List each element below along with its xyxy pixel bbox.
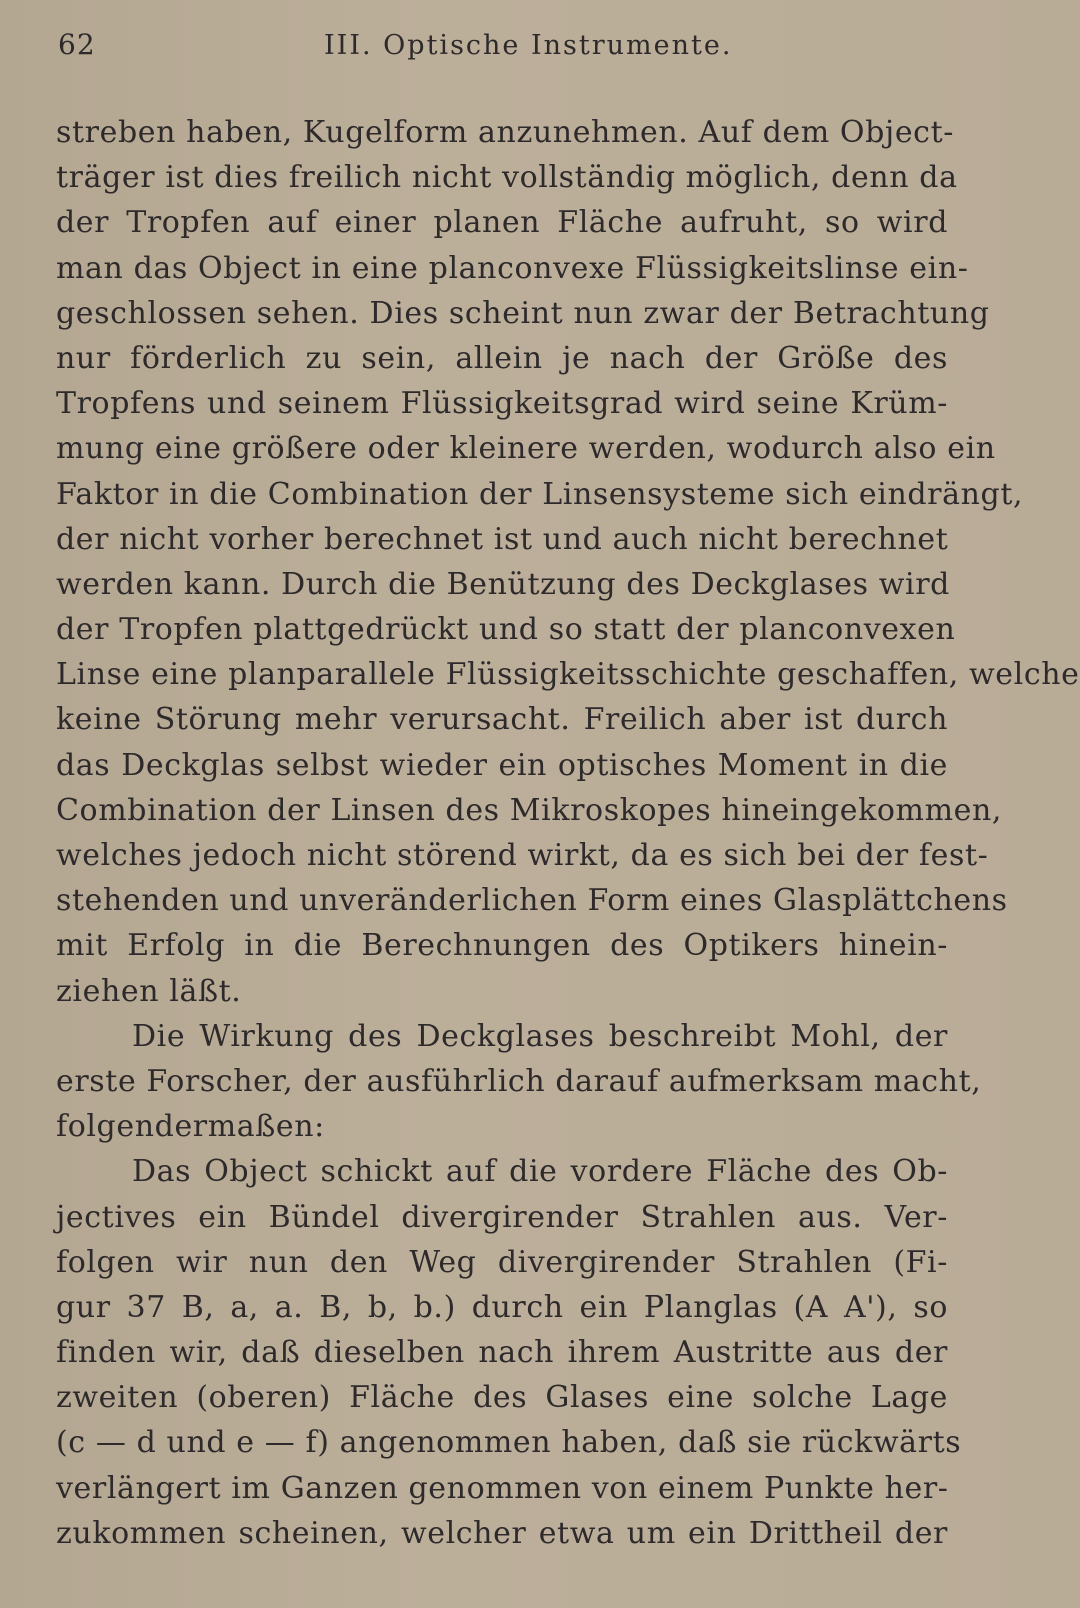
text-line: träger ist dies freilich nicht vollständig möglich, denn da [56, 160, 958, 196]
text-line: keine Störung mehr verursacht. Freilich aber ist durch [56, 702, 948, 738]
text-line: jectives ein Bündel divergirender Strahlen aus. Ver- [56, 1199, 948, 1235]
page-number: 62 [58, 28, 96, 61]
text-line: mit Erfolg in die Berechnungen des Optikers hinein- [56, 928, 948, 964]
text-line: finden wir, daß dieselben nach ihrem Austritte aus der [56, 1335, 948, 1371]
text-line: zukommen scheinen, welcher etwa um ein Drittheil der [56, 1515, 948, 1551]
paragraph-start-line: Die Wirkung des Deckglases beschreibt Mohl, der [132, 1018, 948, 1054]
text-line: Tropfens und seinem Flüssigkeitsgrad wird seine Krüm- [56, 386, 948, 422]
text-line: der Tropfen auf einer planen Fläche aufruht, so wird [56, 205, 948, 241]
text-line: werden kann. Durch die Benützung des Deckglases wird [56, 566, 950, 602]
body-text [56, 110, 1080, 1556]
text-line: der Tropfen plattgedrückt und so statt der planconvexen [56, 612, 956, 648]
text-line: verlängert im Ganzen genommen von einem Punkte her- [56, 1470, 949, 1506]
text-line: der nicht vorher berechnet ist und auch nicht berechnet [56, 521, 949, 557]
text-line: welches jedoch nicht störend wirkt, da es sich bei der fest- [56, 838, 989, 873]
text-line: stehenden und unveränderlichen Form eines Glasplättchens [56, 883, 1008, 919]
text-line: das Deckglas selbst wieder ein optisches Moment in die [56, 747, 948, 783]
text-line: mung eine größere oder kleinere werden, wodurch also ein [56, 431, 996, 467]
text-line: geschlossen sehen. Dies scheint nun zwar der Betrachtung [56, 295, 990, 331]
text-line: folgen wir nun den Weg divergirender Strahlen (Fi- [56, 1244, 948, 1280]
running-title: III. Optische Instrumente. [324, 30, 733, 61]
text-line: nur förderlich zu sein, allein je nach der Größe des [56, 340, 948, 376]
text-line: gur 37 B, a, a. B, b, b.) durch ein Planglas (A A'), so [56, 1289, 948, 1325]
text-line: (c — d und e — f) angenommen haben, daß sie rückwärts [56, 1425, 962, 1461]
paragraph-start-line: Das Object schickt auf die vordere Fläche des Ob- [132, 1154, 948, 1190]
text-line: man das Object in eine planconvexe Flüssigkeitslinse ein- [56, 250, 969, 286]
text-line: Linse eine planparallele Flüssigkeitsschichte geschaffen, welche [56, 657, 1080, 693]
text-line: streben haben, Kugelform anzunehmen. Auf dem Object- [56, 115, 954, 150]
text-line: ziehen läßt. [56, 973, 242, 1009]
text-line: Combination der Linsen des Mikroskopes hineingekommen, [56, 792, 1003, 828]
text-line: Faktor in die Combination der Linsensysteme sich eindrängt, [56, 476, 1024, 512]
text-line: folgendermaßen: [56, 1109, 325, 1145]
text-line: zweiten (oberen) Fläche des Glases eine solche Lage [56, 1380, 948, 1416]
running-head [58, 28, 958, 72]
text-line: erste Forscher, der ausführlich darauf aufmerksam macht, [56, 1063, 982, 1099]
